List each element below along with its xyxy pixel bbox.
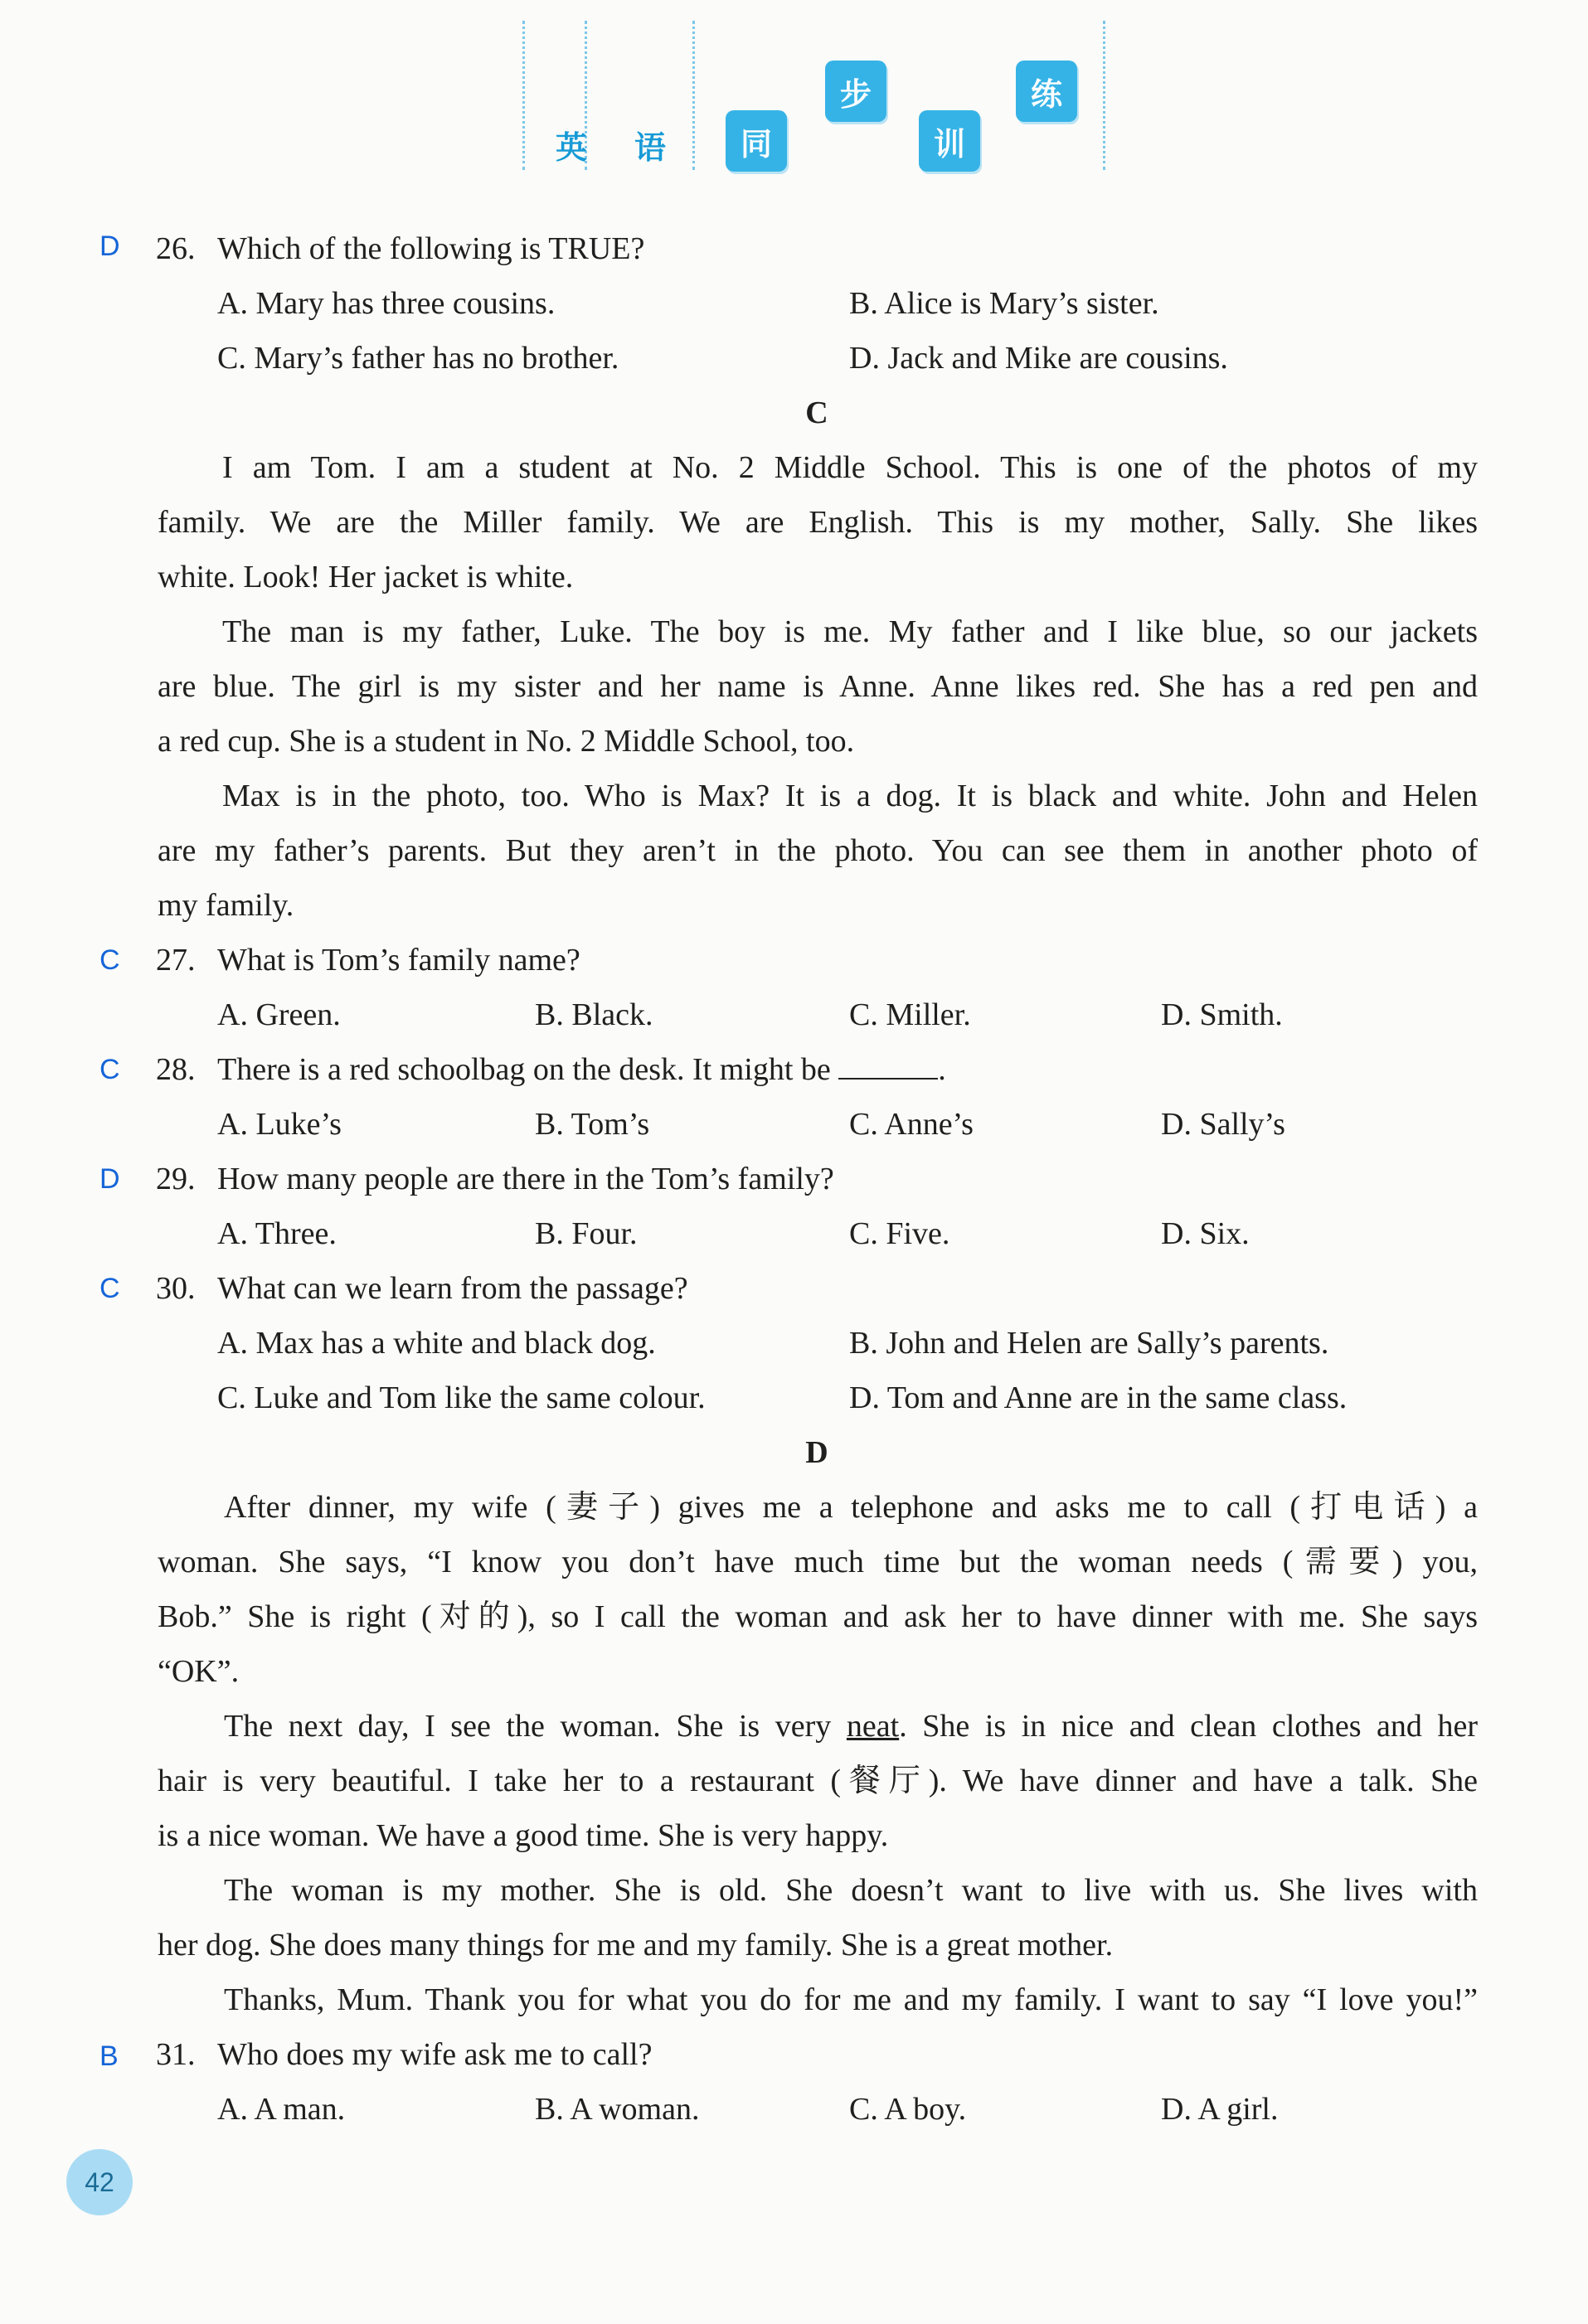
paragraph-line: family. We are the Miller family. We are English. This is my mother, Sally. She likes: [158, 505, 1478, 540]
paragraph-line: woman. She says, “I know you don’t have much time but the woman needs (需要) you,: [158, 1545, 1478, 1579]
paragraph-line: Max is in the photo, too. Who is Max? It is a dog. It is black and white. John and Helen: [222, 779, 1478, 813]
question-stem: How many people are there in the Tom’s family?: [217, 1162, 834, 1196]
question-number: 31.: [156, 2037, 196, 2072]
option-a: A. A man.: [217, 2092, 346, 2127]
option-a: A. Max has a white and black dog.: [217, 1326, 656, 1361]
question-stem: [217, 1051, 946, 1088]
header-box-xun: 训: [919, 110, 980, 172]
section-title: D: [805, 1435, 828, 1470]
header-divider: [1103, 21, 1105, 170]
question-number: 30.: [156, 1271, 196, 1306]
answer-mark: C: [100, 944, 120, 976]
option-c: C. Mary’s father has no brother.: [217, 341, 619, 376]
option-a: A. Three.: [217, 1216, 337, 1251]
paragraph-line: white. Look! Her jacket is white.: [158, 560, 574, 594]
paragraph-text: . She is in nice and clean clothes and her: [899, 1709, 1479, 1744]
answer-mark: D: [100, 1163, 120, 1195]
option-b: B. A woman.: [535, 2092, 700, 2127]
paragraph-line: The man is my father, Luke. The boy is me. My father and I like blue, so our jackets: [222, 614, 1478, 649]
paragraph-line: hair is very beautiful. I take her to a restaurant (餐厅). We have dinner and have a talk. She: [158, 1764, 1478, 1798]
header-box-tong: 同: [726, 110, 787, 172]
question-stem-text: There is a red schoolbag on the desk. It might be: [217, 1052, 831, 1087]
option-d: D. Smith.: [1161, 997, 1283, 1032]
option-b: B. Black.: [535, 997, 653, 1032]
paragraph-line: “OK”.: [158, 1654, 240, 1689]
option-d: D. Tom and Anne are in the same class.: [849, 1380, 1348, 1415]
option-c: C. Anne’s: [849, 1107, 974, 1142]
option-a: A. Green.: [217, 997, 341, 1032]
header-char-yu: 语: [634, 129, 667, 166]
option-a: A. Luke’s: [217, 1107, 342, 1142]
underlined-word: neat: [846, 1709, 900, 1744]
question-number: 29.: [156, 1162, 196, 1196]
option-b: B. John and Helen are Sally’s parents.: [849, 1326, 1329, 1361]
paragraph-line: I am Tom. I am a student at No. 2 Middle School. This is one of the photos of my: [222, 450, 1478, 485]
header-box-lian: 练: [1016, 61, 1077, 122]
option-d: D. Sally’s: [1161, 1107, 1285, 1142]
option-b: B. Tom’s: [535, 1107, 650, 1142]
header-divider: [692, 21, 695, 170]
question-stem: Which of the following is TRUE?: [217, 231, 645, 266]
answer-mark: D: [100, 230, 120, 262]
question-stem-end: .: [938, 1052, 946, 1087]
page-header: [522, 21, 1119, 174]
paragraph-line: After dinner, my wife (妻子) gives me a telephone and asks me to call (打电话) a: [224, 1490, 1478, 1525]
option-c: C. Five.: [849, 1216, 950, 1251]
paragraph-line: Thanks, Mum. Thank you for what you do for me and my family. I want to say “I love you!”: [224, 1982, 1478, 2017]
option-d: D. A girl.: [1161, 2092, 1279, 2127]
question-number: 26.: [156, 231, 196, 266]
header-divider: [522, 21, 525, 170]
section-title: C: [805, 395, 828, 430]
question-stem: What is Tom’s family name?: [217, 943, 580, 978]
question-number: 28.: [156, 1052, 196, 1087]
option-b: B. Alice is Mary’s sister.: [849, 286, 1159, 321]
option-c: C. Miller.: [849, 997, 971, 1032]
option-d: D. Jack and Mike are cousins.: [849, 341, 1228, 376]
page-number: 42: [66, 2149, 133, 2215]
paragraph-line: a red cup. She is a student in No. 2 Middle School, too.: [158, 724, 855, 759]
question-stem: What can we learn from the passage?: [217, 1271, 688, 1306]
answer-mark: C: [100, 1054, 120, 1085]
option-a: A. Mary has three cousins.: [217, 286, 556, 321]
option-c: C. A boy.: [849, 2092, 967, 2127]
paragraph-line: my family.: [158, 888, 294, 923]
paragraph-line: her dog. She does many things for me and my family. She is a great mother.: [158, 1928, 1114, 1963]
paragraph-line: is a nice woman. We have a good time. She is very happy.: [158, 1818, 889, 1853]
paragraph-line: [224, 1708, 1478, 1744]
option-d: D. Six.: [1161, 1216, 1250, 1251]
header-char-ying: 英: [556, 129, 588, 166]
paragraph-text: The next day, I see the woman. She is very: [224, 1709, 832, 1744]
option-b: B. Four.: [535, 1216, 638, 1251]
question-stem: Who does my wife ask me to call?: [217, 2037, 653, 2072]
question-number: 27.: [156, 943, 196, 978]
paragraph-line: Bob.” She is right (对的), so I call the woman and ask her to have dinner with me. She says: [158, 1599, 1478, 1634]
answer-mark: B: [100, 2040, 119, 2072]
header-box-bu: 步: [825, 61, 886, 122]
paragraph-line: The woman is my mother. She is old. She doesn’t want to live with us. She lives with: [224, 1873, 1478, 1908]
paragraph-line: are my father’s parents. But they aren’t in the photo. You can see them in another photo of: [158, 833, 1478, 868]
answer-mark: C: [100, 1273, 120, 1304]
paragraph-line: are blue. The girl is my sister and her name is Anne. Anne likes red. She has a red pen and: [158, 669, 1478, 704]
option-c: C. Luke and Tom like the same colour.: [217, 1380, 706, 1415]
answer-blank: [838, 1053, 938, 1080]
